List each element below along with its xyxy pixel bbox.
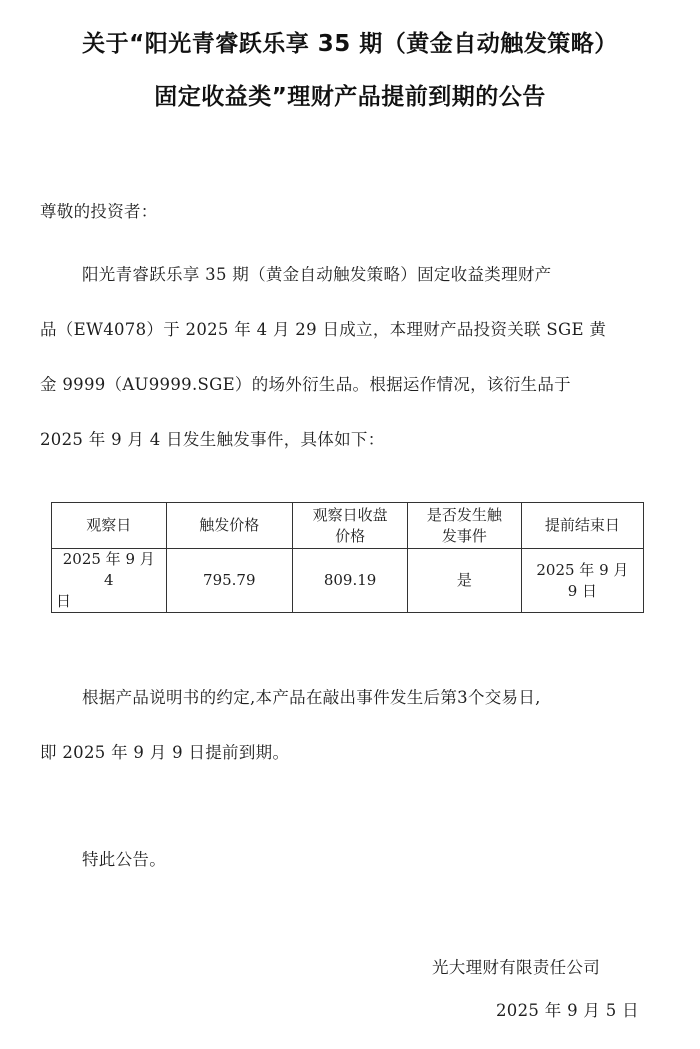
header-close-price: 观察日收盘 价格 [293, 503, 408, 549]
cell-close-price: 809.19 [293, 549, 408, 613]
header-trigger-price: 触发价格 [166, 503, 293, 549]
closing-text: 特此公告。 [82, 850, 166, 869]
signature-date: 2025 年 9 月 5 日 [496, 1001, 639, 1020]
greeting: 尊敬的投资者： [40, 202, 158, 221]
table-header-row [52, 503, 644, 549]
paragraph-2-line-2: 即 2025 年 9 月 9 日提前到期。 [40, 743, 290, 762]
cell-trigger-price: 795.79 [166, 549, 293, 613]
paragraph-1-line-2: 品（EW4078）于 2025 年 4 月 29 日成立，本理财产品投资关联 SGE 黄 [40, 320, 607, 339]
paragraph-1-line-3: 金 9999（AU9999.SGE）的场外衍生品。根据运作情况，该衍生品于 [40, 375, 571, 394]
paragraph-1-line-1: 阳光青睿跃乐享 35 期（黄金自动触发策略）固定收益类理财产 [82, 265, 552, 284]
cell-observation-date: 2025 年 9 月 4 日 [52, 549, 167, 613]
table-row [52, 549, 644, 613]
signature-company: 光大理财有限责任公司 [432, 958, 600, 977]
header-triggered: 是否发生触 发事件 [408, 503, 522, 549]
trigger-event-table [51, 502, 644, 613]
title-line-2: 固定收益类”理财产品提前到期的公告 [154, 84, 546, 110]
paragraph-1-line-4: 2025 年 9 月 4 日发生触发事件，具体如下： [40, 430, 385, 449]
paragraph-2-line-1: 根据产品说明书的约定,本产品在敲出事件发生后第3个交易日, [82, 688, 541, 707]
title-line-1: 关于“阳光青睿跃乐享 35 期（黄金自动触发策略） [82, 31, 618, 57]
cell-early-end-date: 2025 年 9 月 9 日 [521, 549, 643, 613]
header-early-end-date: 提前结束日 [521, 503, 643, 549]
cell-triggered: 是 [408, 549, 522, 613]
header-observation-date: 观察日 [52, 503, 167, 549]
